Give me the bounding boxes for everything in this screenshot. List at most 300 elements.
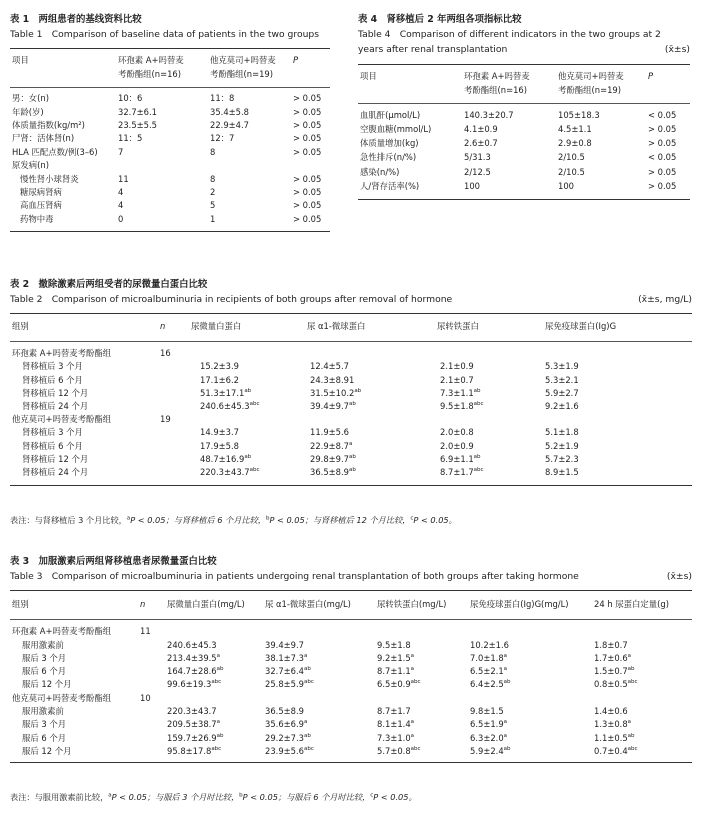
- cell-number: 8.1±1.4: [377, 719, 411, 730]
- table-3-header-24h: 24 h 尿蛋白定量(g): [594, 599, 670, 610]
- significance-sup: abc: [410, 679, 421, 686]
- cell-value: [470, 653, 507, 664]
- cell-value: > 0.05: [293, 93, 322, 104]
- cell-value: [200, 388, 251, 399]
- table-row: [10, 467, 692, 480]
- cell-number: 17.9±5.8: [200, 440, 239, 451]
- cell-value: 140.3±20.7: [464, 109, 514, 120]
- cell-value: [377, 706, 411, 717]
- cell-value: [167, 640, 217, 651]
- cell-number: 9.2±1.5: [377, 652, 411, 663]
- cell-value: [545, 427, 579, 438]
- cell-number: 22.9±8.7: [310, 440, 349, 451]
- table-3-title-cn: 表 3 加服激素后两组肾移植患者尿微量蛋白比较: [10, 556, 217, 567]
- table-row: [10, 107, 330, 120]
- cell-value: 8: [210, 173, 216, 184]
- significance-sup: ab: [503, 746, 511, 753]
- cell-value: 7: [118, 146, 124, 157]
- cell-value: 4.1±0.9: [464, 123, 498, 134]
- table-2-header-a1mg: 尿 α1-微球蛋白: [307, 321, 366, 332]
- cell-number: 32.7±6.4: [265, 666, 304, 677]
- row-label: 糖尿病肾病: [20, 186, 62, 197]
- table-1-header: [10, 49, 330, 85]
- cell-value: [200, 454, 251, 465]
- table-2-header-mau: 尿微量白蛋白: [191, 321, 242, 332]
- cell-value: 11：5: [118, 133, 143, 144]
- cell-number: 1.5±0.7: [594, 666, 628, 677]
- table-row: [10, 147, 330, 160]
- row-label: 服后 3 个月: [22, 719, 67, 730]
- row-label: 肾移植后 3 个月: [22, 361, 83, 372]
- cell-number: 7.3±1.1: [440, 387, 474, 398]
- table-row: [358, 138, 690, 152]
- cell-number: 7.0±1.8: [470, 652, 504, 663]
- table-row: [10, 653, 692, 666]
- group-row: [10, 626, 692, 639]
- cell-number: 9.2±1.6: [545, 401, 579, 411]
- table-4-title-cn: 表 4 肾移植后 2 年两组各项指标比较: [358, 14, 522, 25]
- significance-sup: a: [503, 732, 508, 739]
- significance-sup: ab: [348, 401, 356, 408]
- cell-value: [470, 719, 507, 730]
- table-row: [10, 640, 692, 653]
- cell-value: [545, 375, 579, 386]
- table-row: [358, 181, 690, 195]
- cell-value: [167, 746, 221, 757]
- cell-number: 95.8±17.8: [167, 745, 212, 756]
- cell-value: 11: [118, 173, 129, 184]
- table-row: [10, 454, 692, 467]
- table-4-header-group-b-line1: 他克莫司+吗替麦: [558, 70, 624, 81]
- table-4-header-item: 项目: [360, 70, 377, 81]
- cell-number: 0.7±0.4: [594, 745, 628, 756]
- table-3-header-a1mg: 尿 α1-微球蛋白(mg/L): [265, 599, 351, 610]
- cell-value: [377, 733, 414, 744]
- table-4-stat: (x̄±s): [664, 44, 690, 56]
- cell-number: 6.4±2.5: [470, 679, 504, 690]
- table-3-note-text-2: P < 0.05；与服后 3 个月时比较，: [111, 792, 240, 802]
- cell-value: > 0.05: [293, 173, 322, 184]
- significance-sup: abc: [303, 746, 314, 753]
- row-label: 服后 12 个月: [22, 745, 72, 756]
- cell-number: 17.1±6.2: [200, 374, 239, 385]
- significance-sup: ab: [627, 666, 635, 673]
- cell-number: 220.3±43.7: [200, 466, 250, 477]
- cell-value: [594, 653, 631, 664]
- row-label: 体质量指数(kg/m²): [12, 120, 85, 131]
- cell-value: [545, 441, 579, 452]
- table-4-header-group-b-line2: 考酚酯组(n=19): [558, 84, 622, 95]
- cell-value: [310, 467, 356, 478]
- cell-number: 15.2±3.9: [200, 361, 239, 372]
- cell-value: > 0.05: [293, 133, 322, 144]
- cell-number: 6.5±1.9: [470, 719, 504, 730]
- cell-number: 9.5±1.8: [440, 401, 474, 411]
- cell-number: 31.5±10.2: [310, 387, 355, 398]
- cell-value: [470, 640, 509, 651]
- cell-number: 36.5±8.9: [265, 706, 304, 717]
- row-label: 感染(n/%): [360, 166, 400, 177]
- group-n: 16: [160, 348, 171, 359]
- cell-value: 35.4±5.8: [210, 106, 249, 117]
- table-3-header: [10, 591, 692, 613]
- cell-number: 39.4±9.7: [265, 639, 304, 650]
- row-label: 药物中毒: [20, 213, 54, 224]
- table-1: [10, 14, 330, 232]
- table-3-note-sup-a: a: [108, 792, 112, 799]
- cell-number: 1.4±0.6: [594, 706, 628, 717]
- table-row: [10, 187, 330, 200]
- group-name: 环孢素 A+吗替麦考酚酯组: [12, 348, 112, 359]
- cell-value: [440, 388, 481, 399]
- significance-sup: abc: [410, 746, 421, 753]
- table-2-note-sup-b: b: [265, 515, 270, 522]
- row-label: HLA 匹配点数/例(3–6): [12, 146, 98, 157]
- significance-sup: abc: [211, 746, 222, 753]
- cell-number: 29.8±9.7: [310, 453, 349, 464]
- significance-sup: ab: [303, 666, 311, 673]
- table-row: [10, 388, 692, 401]
- group-row: [10, 348, 692, 361]
- group-name: 他克莫司+吗替麦考酚酯组: [12, 692, 112, 703]
- table-2-note-text-2: P < 0.05；与肾移植后 6 个月比较，: [130, 515, 266, 525]
- table-3-header-group: 组别: [12, 599, 29, 610]
- cell-value: > 0.05: [293, 120, 322, 131]
- cell-number: 25.8±5.9: [265, 679, 304, 690]
- cell-value: < 0.05: [648, 109, 677, 120]
- cell-value: [310, 388, 361, 399]
- significance-sup: ab: [627, 732, 635, 739]
- cell-value: [265, 746, 314, 757]
- cell-number: 8.9±1.5: [545, 466, 579, 477]
- cell-value: [377, 640, 411, 651]
- cell-value: [377, 679, 421, 690]
- cell-value: 100: [558, 180, 574, 191]
- table-row: [10, 375, 692, 388]
- cell-value: [440, 454, 481, 465]
- table-row: [10, 441, 692, 454]
- table-row: [10, 160, 330, 173]
- significance-sup: abc: [249, 467, 260, 474]
- row-label: 血肌酐(μmol/L): [360, 109, 421, 120]
- significance-sup: a: [503, 653, 508, 660]
- significance-sup: a: [216, 653, 221, 660]
- cell-value: [265, 733, 311, 744]
- cell-value: [310, 454, 356, 465]
- row-label: 肾移植后 12 个月: [22, 453, 89, 464]
- cell-value: [265, 640, 304, 651]
- cell-value: [377, 746, 421, 757]
- cell-value: [440, 467, 484, 478]
- cell-value: [470, 706, 504, 717]
- cell-value: [440, 375, 474, 386]
- table-2-note-text-3: P < 0.05；与肾移植后 12 个月比较，: [269, 515, 411, 525]
- significance-sup: ab: [503, 679, 511, 686]
- row-label: 服后 3 个月: [22, 652, 67, 663]
- cell-value: 2/12.5: [464, 166, 491, 177]
- cell-value: > 0.05: [293, 106, 322, 117]
- table-row: [10, 361, 692, 374]
- row-label: 年龄(岁): [12, 106, 44, 117]
- table-2-stat: (x̄±s, mg/L): [638, 293, 692, 305]
- cell-value: [545, 467, 579, 478]
- table-row: [10, 733, 692, 746]
- row-label: 肾移植后 12 个月: [22, 387, 89, 398]
- cell-number: 5.9±2.4: [470, 745, 504, 756]
- group-n: 11: [140, 626, 151, 637]
- cell-value: [440, 361, 474, 372]
- cell-number: 39.4±9.7: [310, 401, 349, 411]
- row-label: 原发病(n): [12, 160, 49, 171]
- cell-number: 5.3±1.9: [545, 361, 579, 372]
- table-2-header-trf: 尿转铁蛋白: [437, 321, 479, 332]
- cell-value: [594, 666, 635, 677]
- cell-number: 14.9±3.7: [200, 427, 239, 438]
- table-1-title-en: Table 1 Comparison of baseline data of patients in the two groups: [10, 28, 320, 40]
- table-1-header-group-b-line2: 考酚酯组(n=19): [210, 69, 274, 80]
- table-2-header: [10, 314, 692, 336]
- group-row: [10, 414, 692, 427]
- table-4-header-p: P: [648, 70, 654, 81]
- cell-value: [310, 361, 349, 372]
- table-4: [358, 14, 690, 200]
- cell-value: 100: [464, 180, 480, 191]
- cell-value: 2.6±0.7: [464, 138, 498, 149]
- cell-value: [265, 719, 307, 730]
- significance-sup: a: [303, 719, 308, 726]
- row-label: 肾移植后 24 个月: [22, 466, 89, 477]
- significance-sup: a: [410, 719, 415, 726]
- table-4-body: [358, 104, 690, 195]
- group-name: 环孢素 A+吗替麦考酚酯组: [12, 626, 112, 637]
- table-2-title-cn: 表 2 撤除激素后两组受者的尿微量白蛋白比较: [10, 279, 208, 290]
- cell-number: 11.9±5.6: [310, 427, 349, 438]
- table-3: [10, 556, 692, 763]
- cell-value: [265, 706, 304, 717]
- cell-number: 8.7±1.7: [440, 466, 474, 477]
- table-3-title-en: Table 3 Comparison of microalbuminuria in patients undergoing renal transplantation of both groups after taking hormone: [10, 570, 579, 582]
- cell-value: 23.5±5.5: [118, 120, 157, 131]
- cell-number: 5.7±2.3: [545, 453, 579, 464]
- significance-sup: a: [410, 666, 415, 673]
- cell-number: 213.4±39.5: [167, 652, 217, 663]
- significance-sup: ab: [303, 732, 311, 739]
- cell-value: 12：7: [210, 133, 235, 144]
- table-2-note-text-4: P < 0.05。: [413, 515, 457, 525]
- cell-value: [545, 454, 579, 465]
- cell-number: 5.9±2.7: [545, 387, 579, 398]
- significance-sup: a: [303, 653, 308, 660]
- table-row: [10, 120, 330, 133]
- table-1-header-group-b-line1: 他克莫司+吗替麦: [210, 55, 276, 66]
- cell-number: 1.1±0.5: [594, 732, 628, 743]
- cell-number: 6.3±2.0: [470, 732, 504, 743]
- cell-value: > 0.05: [293, 213, 322, 224]
- cell-number: 36.5±8.9: [310, 466, 349, 477]
- cell-value: 11：8: [210, 93, 235, 104]
- cell-number: 5.7±0.8: [377, 745, 411, 756]
- row-label: 服后 12 个月: [22, 679, 72, 690]
- cell-value: 2: [210, 186, 216, 197]
- significance-sup: ab: [348, 453, 356, 460]
- cell-value: 105±18.3: [558, 109, 600, 120]
- cell-value: > 0.05: [293, 200, 322, 211]
- cell-value: [200, 375, 239, 386]
- significance-sup: ab: [348, 467, 356, 474]
- table-2-note-sup-c: c: [410, 515, 414, 522]
- table-3-note-sup-b: b: [239, 792, 243, 799]
- table-row: [10, 746, 692, 759]
- table-row: [358, 167, 690, 181]
- cell-value: [594, 640, 628, 651]
- cell-value: 32.7±6.1: [118, 106, 157, 117]
- table-3-note-sup-c: c: [370, 792, 374, 799]
- significance-sup: ab: [354, 388, 362, 395]
- significance-sup: a: [627, 719, 632, 726]
- cell-value: [310, 441, 352, 452]
- cell-value: > 0.05: [648, 123, 677, 134]
- cell-value: [377, 666, 414, 677]
- cell-value: > 0.05: [293, 146, 322, 157]
- cell-value: [200, 441, 239, 452]
- cell-value: [545, 401, 579, 412]
- row-label: 空腹血糖(mmol/L): [360, 123, 432, 134]
- cell-value: 8: [210, 146, 216, 157]
- cell-number: 5.2±1.9: [545, 440, 579, 451]
- cell-value: [310, 401, 356, 412]
- significance-sup: abc: [627, 679, 638, 686]
- cell-value: [377, 653, 414, 664]
- table-2-header-n: n: [160, 321, 166, 332]
- significance-sup: a: [348, 440, 353, 447]
- table-2-note-sup-a: a: [126, 515, 131, 522]
- cell-value: 4.5±1.1: [558, 123, 592, 134]
- significance-sup: abc: [249, 401, 260, 408]
- cell-number: 2.0±0.8: [440, 427, 474, 438]
- table-3-note-text-4: P < 0.05。: [373, 792, 417, 802]
- cell-value: [167, 653, 220, 664]
- cell-value: [310, 375, 354, 386]
- cell-number: 240.6±45.3: [167, 639, 217, 650]
- cell-number: 1.7±0.6: [594, 652, 628, 663]
- significance-sup: ab: [473, 388, 481, 395]
- cell-value: 22.9±4.7: [210, 120, 249, 131]
- cell-number: 12.4±5.7: [310, 361, 349, 372]
- cell-number: 9.5±1.8: [377, 639, 411, 650]
- cell-value: [200, 467, 260, 478]
- cell-number: 35.6±6.9: [265, 719, 304, 730]
- table-row: [358, 124, 690, 138]
- cell-number: 164.7±28.6: [167, 666, 217, 677]
- significance-sup: a: [503, 719, 508, 726]
- cell-value: 2/10.5: [558, 152, 585, 163]
- cell-number: 48.7±16.9: [200, 453, 245, 464]
- cell-number: 7.3±1.0: [377, 732, 411, 743]
- significance-sup: ab: [244, 388, 252, 395]
- table-3-header-igg: 尿免疫球蛋白(Ig)G(mg/L): [470, 599, 569, 610]
- group-row: [10, 693, 692, 706]
- cell-value: [440, 441, 474, 452]
- table-3-header-mau: 尿微量白蛋白(mg/L): [167, 599, 245, 610]
- cell-number: 2.0±0.9: [440, 440, 474, 451]
- table-row: [10, 133, 330, 146]
- table-row: [10, 174, 330, 187]
- significance-sup: a: [503, 666, 508, 673]
- cell-value: [167, 666, 224, 677]
- cell-number: 51.3±17.1: [200, 387, 245, 398]
- significance-sup: a: [216, 719, 221, 726]
- table-row: [10, 93, 330, 106]
- significance-sup: a: [410, 732, 415, 739]
- row-label: 肾移植后 24 个月: [22, 401, 89, 411]
- cell-value: [470, 666, 507, 677]
- cell-value: [440, 401, 484, 412]
- table-row: [10, 401, 692, 414]
- cell-number: 159.7±26.9: [167, 732, 217, 743]
- cell-number: 2.1±0.7: [440, 374, 474, 385]
- cell-value: [470, 746, 511, 757]
- cell-value: [265, 679, 314, 690]
- table-row: [358, 110, 690, 124]
- row-label: 肾移植后 6 个月: [22, 374, 83, 385]
- cell-value: > 0.05: [293, 186, 322, 197]
- significance-sup: abc: [473, 401, 484, 408]
- cell-number: 1.8±0.7: [594, 639, 628, 650]
- table-row: [358, 152, 690, 166]
- cell-value: 5: [210, 200, 216, 211]
- cell-number: 38.1±7.3: [265, 652, 304, 663]
- cell-value: [545, 388, 579, 399]
- significance-sup: a: [627, 653, 632, 660]
- table-4-header-group-a-line2: 考酚酯组(n=16): [464, 84, 528, 95]
- cell-number: 23.9±5.6: [265, 745, 304, 756]
- row-label: 体质量增加(kg): [360, 138, 419, 149]
- table-1-title-cn: 表 1 两组患者的基线资料比较: [10, 14, 142, 25]
- cell-value: [377, 719, 414, 730]
- group-n: 10: [140, 692, 151, 703]
- cell-value: [167, 706, 217, 717]
- table-1-header-p: P: [293, 55, 299, 66]
- cell-value: [200, 401, 260, 412]
- cell-number: 5.1±1.8: [545, 427, 579, 438]
- cell-value: < 0.05: [648, 152, 677, 163]
- table-3-note: [10, 792, 417, 802]
- group-name: 他克莫司+吗替麦考酚酯组: [12, 414, 112, 425]
- significance-sup: ab: [473, 453, 481, 460]
- cell-number: 99.6±19.3: [167, 679, 212, 690]
- cell-value: 4: [118, 200, 124, 211]
- cell-value: [265, 653, 307, 664]
- cell-number: 29.2±7.3: [265, 732, 304, 743]
- table-3-note-text-1: 表注：与服用激素前比较，: [10, 792, 109, 802]
- cell-value: [594, 719, 631, 730]
- table-row: [10, 706, 692, 719]
- table-4-title-en-line2: years after renal transplantation: [358, 44, 508, 56]
- significance-sup: abc: [303, 679, 314, 686]
- cell-number: 8.7±1.7: [377, 706, 411, 717]
- table-3-header-n: n: [140, 599, 146, 610]
- significance-sup: abc: [473, 467, 484, 474]
- table-3-stat: (x̄±s): [666, 570, 692, 582]
- table-2-note: [10, 515, 457, 525]
- cell-value: [545, 361, 579, 372]
- cell-number: 2.1±0.9: [440, 361, 474, 372]
- cell-number: 10.2±1.6: [470, 639, 509, 650]
- cell-value: > 0.05: [648, 166, 677, 177]
- row-label: 肾移植后 3 个月: [22, 427, 83, 438]
- significance-sup: abc: [211, 679, 222, 686]
- row-label: 服后 6 个月: [22, 666, 67, 677]
